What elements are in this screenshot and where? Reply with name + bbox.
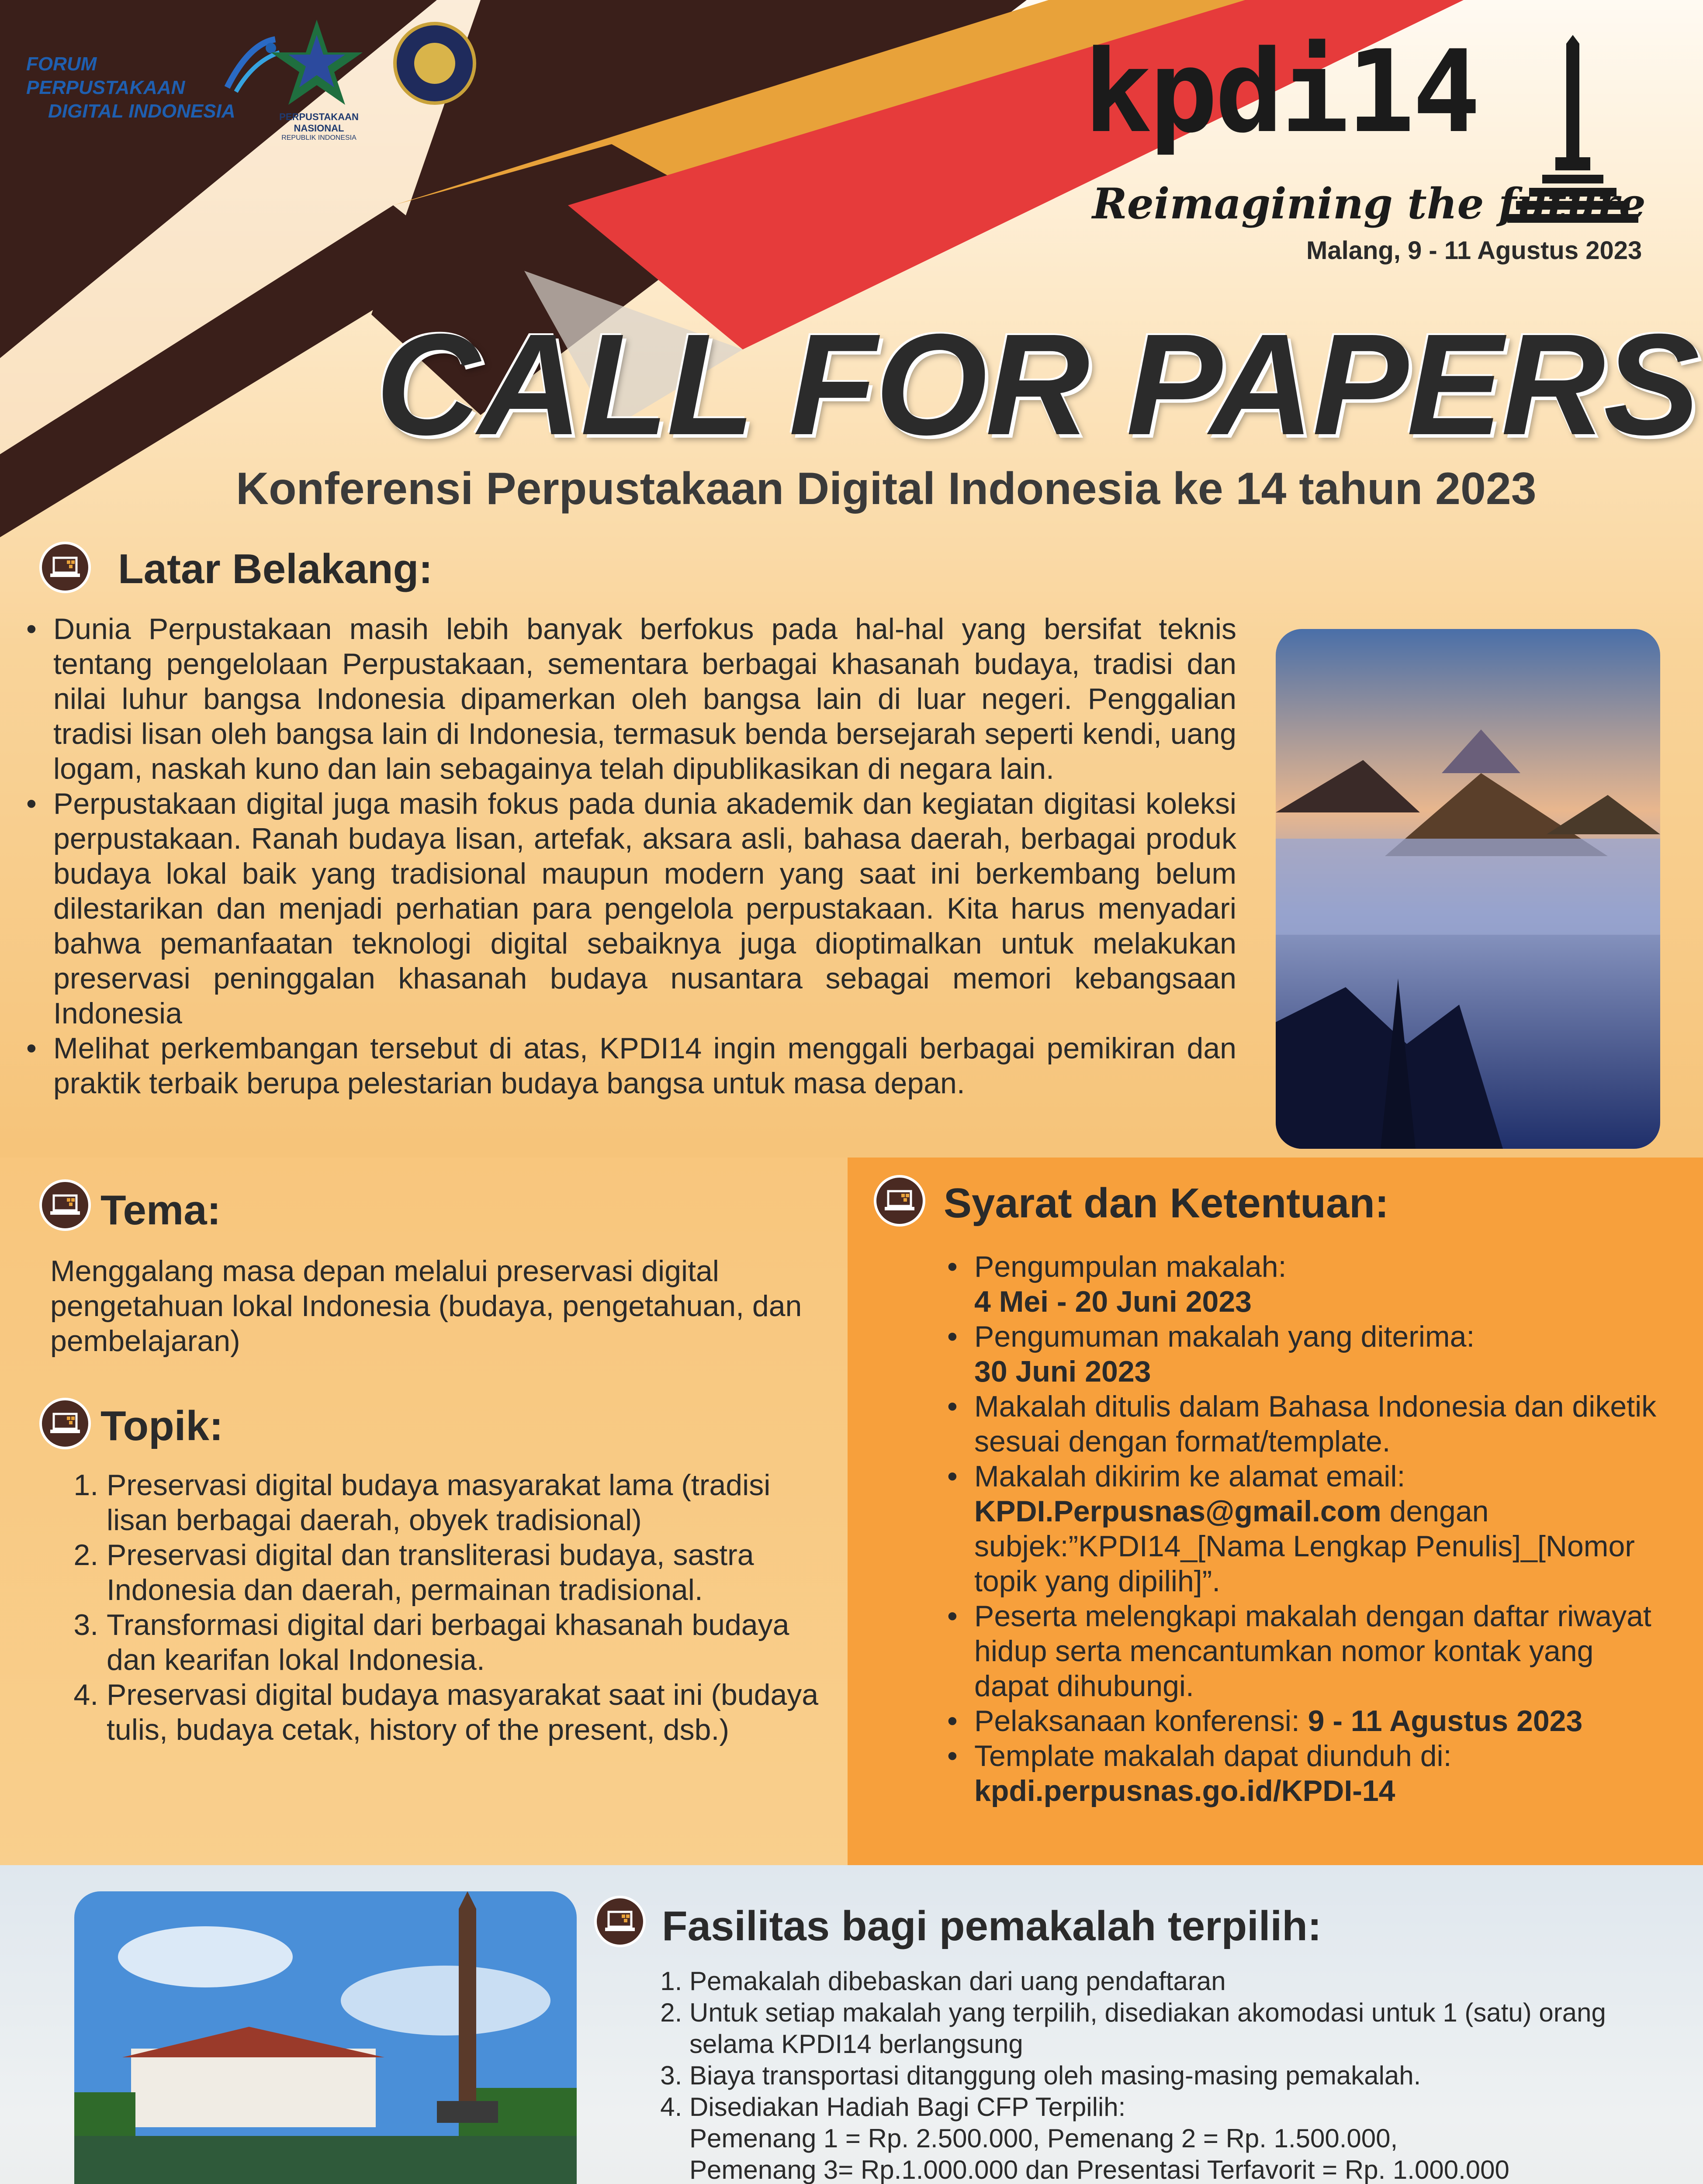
latar-bullet-1: • Dunia Perpustakaan masih lebih banyak berfokus pada hal-hal yang bersifat teknis tentang pengelolaan Perpustakaan, sementara berbagai khasanah budaya, tradisi dan nilai luhur bangsa Indonesia dipamerkan oleh bangsa lain di luar negeri. Penggalian tradisi lisan oleh bangsa lain di Indonesia, termasuk benda bersejarah seperti kendi, uang logam, naskah kuno dan lain sebagainya telah dipublikasikan di negara lain. [53, 612, 1236, 786]
fasilitas-content [655, 1966, 1678, 2184]
syarat-item-2: • Pengumuman makalah yang diterima: 30 Juni 2023 [974, 1319, 1669, 1389]
template-link[interactable]: kpdi.perpusnas.go.id/KPDI-14 [974, 1774, 1395, 1807]
page-title: CALL FOR PAPERS [376, 304, 1698, 465]
laptop-icon [39, 1179, 91, 1231]
fpdi-line2: DIGITAL INDONESIA [48, 100, 235, 122]
syarat-item-5: • Peserta melengkapi makalah dengan daftar riwayat hidup serta mencantumkan nomor kontak yang dapat dihubungi. [974, 1599, 1669, 1704]
syarat-item-7: • Template makalah dapat diunduh di: kpdi.perpusnas.go.id/KPDI-14 [974, 1738, 1669, 1808]
syarat-item-1: • Pengumpulan makalah: 4 Mei - 20 Juni 2023 [974, 1249, 1669, 1319]
fasilitas-item-2: 2. Untuk setiap makalah yang terpilih, disediakan akomodasi untuk 1 (satu) orang selama KPDI14 berlangsung [689, 1997, 1678, 2060]
latar-bullet-3: • Melihat perkembangan tersebut di atas, KPDI14 ingin menggali berbagai pemikiran dan praktik terbaik berupa pelestarian budaya bangsa untuk masa depan. [53, 1031, 1236, 1101]
topik-heading: Topik: [100, 1403, 223, 1449]
tema-text: Menggalang masa depan melalui preservasi digital pengetahuan lokal Indonesia (budaya, pengetahuan, dan pembelajaran) [50, 1254, 802, 1358]
laptop-icon [39, 1398, 91, 1449]
topik-item-3: 3. Transformasi digital dari berbagai khasanah budaya dan kearifan lokal Indonesia. [107, 1607, 821, 1677]
laptop-icon [594, 1896, 646, 1947]
syarat-item-4: • Makalah dikirim ke alamat email: KPDI.Perpusnas@gmail.com dengan subjek:”KPDI14_[Nama Lengkap Penulis]_[Nomor topik yang dipilih]”. [974, 1459, 1669, 1599]
malang-monument-photo [74, 1891, 577, 2184]
fasilitas-item-4: 4. Disediakan Hadiah Bagi CFP Terpilih: Pemenang 1 = Rp. 2.500.000, Pemenang 2 = Rp. 1.500.000, Pemenang 3= Rp.1.000.000 dan Presentasi Terfavorit = Rp. 1.000.000 [689, 2091, 1678, 2184]
perpusnas-star-icon [267, 17, 367, 109]
tema-heading: Tema: [100, 1187, 221, 1234]
laptop-icon [39, 542, 91, 593]
fpdi-line1: FORUM PERPUSTAKAAN [26, 53, 185, 98]
syarat-heading: Syarat dan Ketentuan: [944, 1180, 1389, 1227]
perpusnas-line2: REPUBLIK INDONESIA [281, 134, 357, 142]
kpdi14-logo: kpdi14 [1083, 26, 1478, 158]
perpusnas-line1: PERPUSTAKAAN NASIONAL [279, 111, 359, 134]
topik-item-1: 1. Preservasi digital budaya masyarakat lama (tradisi lisan berbagai daerah, obyek tradisional) [107, 1468, 821, 1538]
mount-bromo-photo [1276, 629, 1660, 1149]
topik-item-2: 2. Preservasi digital dan transliterasi budaya, sastra Indonesia dan daerah, permainan tradisional. [107, 1538, 821, 1607]
latar-content [22, 612, 1236, 1101]
fasilitas-item-1: 1. Pemakalah dibebaskan dari uang pendaftaran [689, 1966, 1678, 1997]
fasilitas-item-3: 3. Biaya transportasi ditanggung oleh masing-masing pemakalah. [689, 2060, 1678, 2091]
perpusnas-logo [253, 17, 384, 142]
syarat-item-6: • Pelaksanaan konferensi: 9 - 11 Agustus 2023 [974, 1704, 1669, 1738]
topik-content [70, 1468, 821, 1747]
event-date: Malang, 9 - 11 Agustus 2023 [1306, 236, 1642, 265]
event-tagline: Reimagining the future [1092, 179, 1646, 228]
latar-heading: Latar Belakang: [118, 546, 433, 592]
latar-bullet-2: • Perpustakaan digital juga masih fokus pada dunia akademik dan kegiatan digitasi koleksi perpustakaan. Ranah budaya lisan, artefak, aksara asli, bahasa daerah, berbagai produk budaya lokal baik yang tradisional maupun modern yang saat ini berkembang belum dilestarikan dan menjadi perhatian para pengelola perpustakaan. Kita harus menyadari bahwa pemanfaatan teknologi digital sebaiknya juga dioptimalkan untuk melakukan preservasi peninggalan khasanah budaya nusantara sebagai memori kebangsaan Indonesia [53, 786, 1236, 1031]
page-subtitle: Konferensi Perpustakaan Digital Indonesia ke 14 tahun 2023 [236, 463, 1537, 514]
syarat-item-3: • Makalah ditulis dalam Bahasa Indonesia dan diketik sesuai dengan format/template. [974, 1389, 1669, 1459]
fpdi-logo [26, 52, 253, 123]
brawijaya-university-seal-icon [393, 22, 476, 105]
syarat-content [944, 1249, 1669, 1808]
topik-item-4: 4. Preservasi digital budaya masyarakat saat ini (budaya tulis, budaya cetak, history of the present, dsb.) [107, 1677, 821, 1747]
laptop-icon [874, 1175, 925, 1227]
fasilitas-heading: Fasilitas bagi pemakalah terpilih: [662, 1903, 1322, 1949]
email-link[interactable]: KPDI.Perpusnas@gmail.com [974, 1495, 1381, 1528]
